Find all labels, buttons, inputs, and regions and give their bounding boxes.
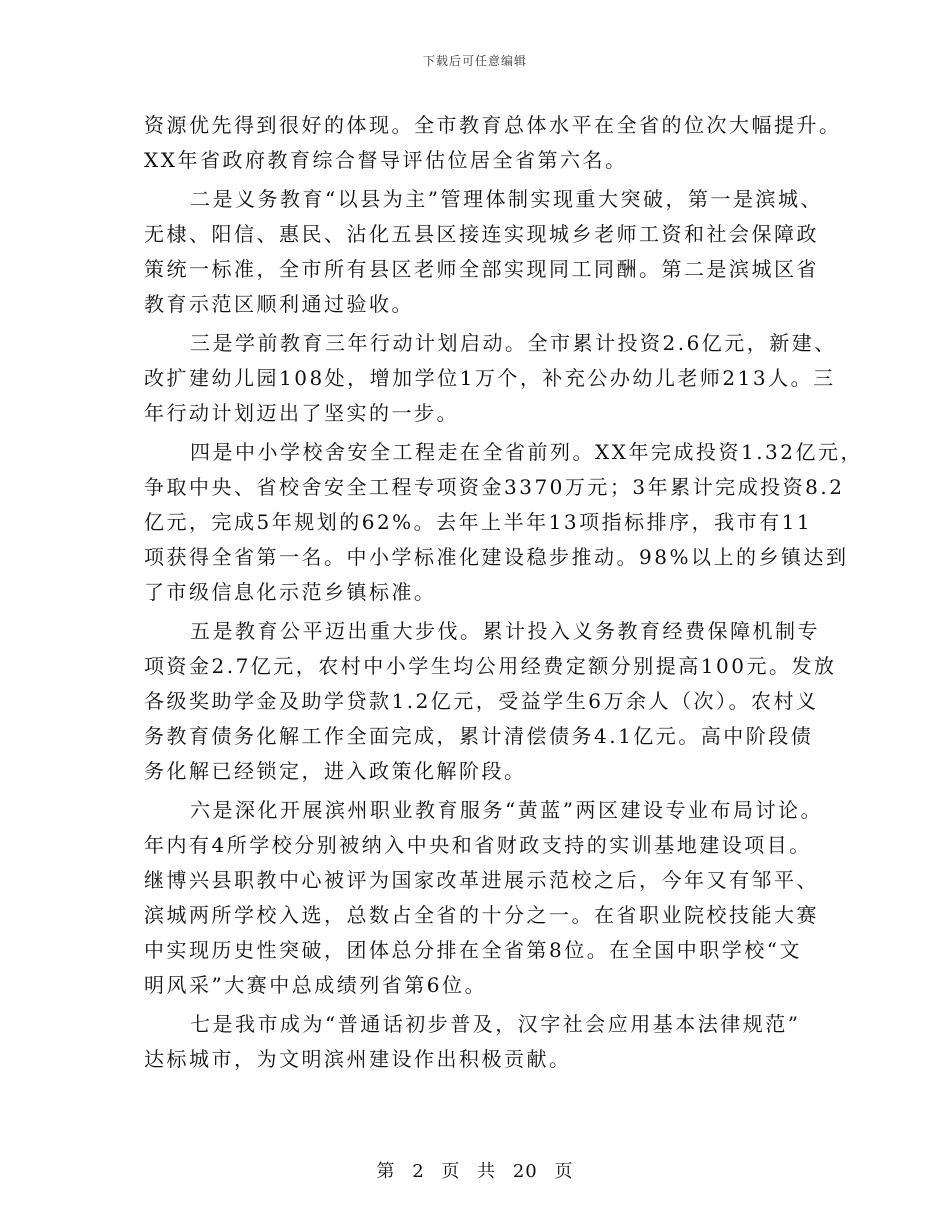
paragraph-start-line: 五是教育公平迈出重大步伐。累计投入义务教育经费保障机制专 — [190, 619, 820, 643]
text-line: 各级奖助学金及助学贷款1.2亿元，受益学生6万余人（次）。农村义 — [144, 689, 819, 713]
text-line: 亿元，完成5年规划的62%。去年上半年13项指标排序，我市有11 — [144, 510, 813, 534]
text-line: 策统一标准，全市所有县区老师全部实现同工同酬。第二是滨城区省 — [144, 257, 819, 281]
header-note: 下载后可任意编辑 — [422, 54, 527, 68]
text-line: 滨城两所学校入选，总数占全省的十分之一。在省职业院校技能大赛 — [144, 903, 819, 927]
paragraph-start-line: 三是学前教育三年行动计划启动。全市累计投资2.6亿元，新建、 — [190, 331, 837, 355]
text-line: 项获得全省第一名。中小学标准化建设稳步推动。98%以上的乡镇达到 — [144, 545, 849, 569]
paragraph-start-line: 七是我市成为“普通话初步普及，汉字社会应用基本法律规范” — [190, 1012, 801, 1036]
document-body — [144, 108, 864, 1077]
text-line: 务化解已经锁定，进入政策化解阶段。 — [144, 759, 527, 783]
text-line: 无棣、阳信、惠民、沾化五县区接连实现城乡老师工资和社会保障政 — [144, 222, 819, 246]
paragraph-start-line: 四是中小学校舍安全工程走在全省前列。XX年完成投资1.32亿元， — [190, 440, 864, 464]
text-line: 项资金2.7亿元，农村中小学生均公用经费定额分别提高100元。发放 — [144, 654, 837, 678]
page-number: 第 2 页 共 20 页 — [376, 1161, 574, 1182]
text-line: 教育示范区顺利通过验收。 — [144, 292, 414, 316]
text-line: 务教育债务化解工作全面完成，累计清偿债务4.1亿元。高中阶段债 — [144, 724, 814, 748]
text-line: 争取中央、省校舍安全工程专项资金3370万元；3年累计完成投资8.2 — [144, 475, 845, 499]
paragraph-start-line: 六是深化开展滨州职业教育服务“黄蓝”两区建设专业布局讨论。 — [190, 798, 823, 822]
text-line: 改扩建幼儿园108处，增加学位1万个，补充公办幼儿老师213人。三 — [144, 366, 836, 390]
text-line: 中实现历史性突破，团体总分排在全省第8位。在全国中职学校“文 — [144, 938, 802, 962]
text-line: 年内有4所学校分别被纳入中央和省财政支持的实训基地建设项目。 — [144, 833, 812, 857]
text-line: XX年省政府教育综合督导评估位居全省第六名。 — [144, 148, 628, 172]
text-line: 继博兴县职教中心被评为国家改革进展示范校之后，今年又有邹平、 — [144, 868, 819, 892]
text-line: 了市级信息化示范乡镇标准。 — [144, 580, 437, 604]
text-line: 资源优先得到很好的体现。全市教育总体水平在全省的位次大幅提升。 — [144, 113, 842, 137]
text-line: 达标城市，为文明滨州建设作出积极贡献。 — [144, 1047, 572, 1071]
text-line: 年行动计划迈出了坚实的一步。 — [144, 401, 459, 425]
paragraph-start-line: 二是义务教育“以县为主”管理体制实现重大突破，第一是滨城、 — [190, 187, 823, 211]
text-line: 明风采”大赛中总成绩列省第6位。 — [144, 973, 487, 997]
